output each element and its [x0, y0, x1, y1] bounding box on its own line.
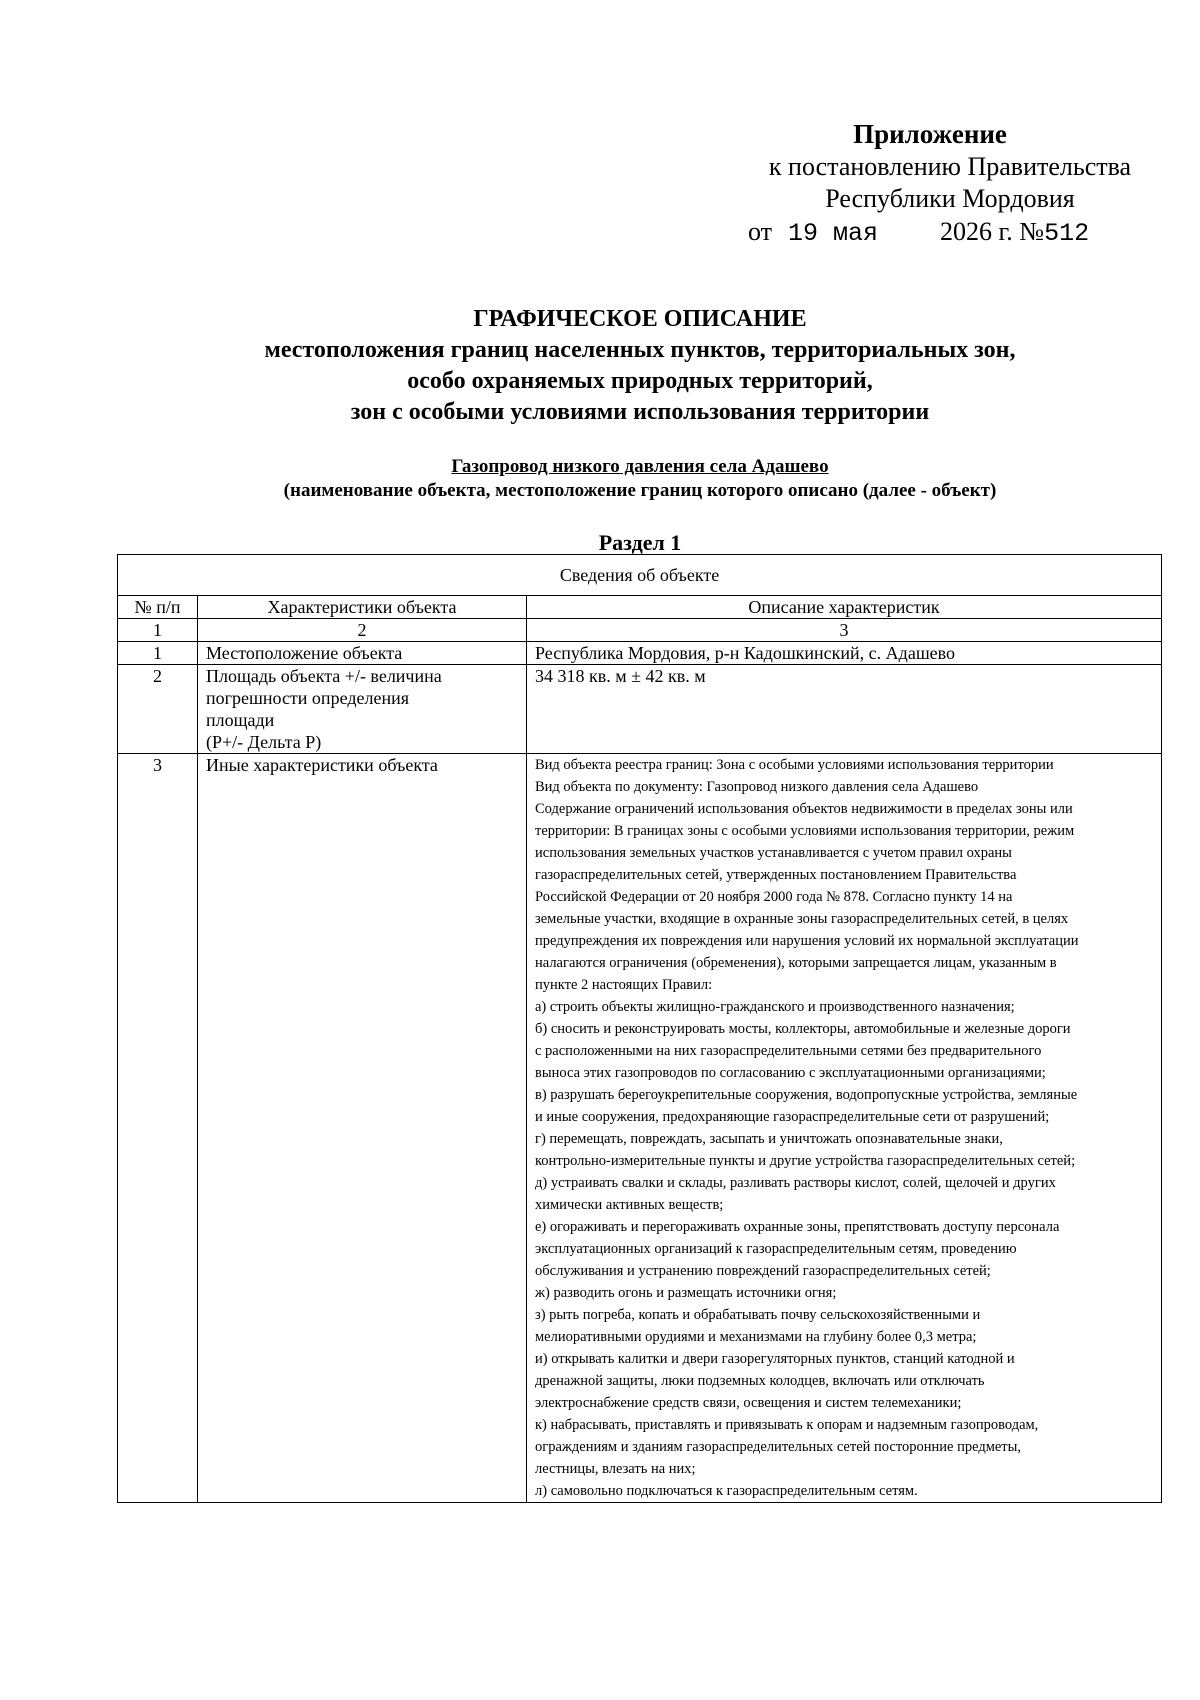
description-line: и иные сооружения, предохраняющие газораспределительные сети от разрушений;: [535, 1109, 1050, 1125]
description-line: л) самовольно подключаться к газораспределительным сетям.: [535, 1483, 918, 1499]
description-line: использования земельных участков устанавливается с учетом правил охраны: [535, 845, 1012, 861]
row-description: [527, 754, 1162, 1503]
table-row: [118, 642, 1162, 665]
appendix-title: Приложение: [853, 119, 1007, 149]
table-caption: Сведения об объекте: [118, 555, 1162, 596]
column-number-2: 2: [198, 619, 527, 642]
table-column-numbers-row: [118, 619, 1162, 642]
description-line: к) набрасывать, приставлять и привязывать к опорам и надземным газопроводам,: [535, 1417, 1039, 1433]
description-line: е) огораживать и перегораживать охранные зоны, препятствовать доступу персонала: [535, 1219, 1060, 1235]
decree-date: 19 мая: [788, 219, 879, 248]
column-header-description: Описание характеристик: [527, 596, 1162, 619]
description-line: Вид объекта реестра границ: Зона с особыми условиями использования территории: [535, 757, 1054, 773]
description-line: с расположенными на них газораспределительными сетями без предварительного: [535, 1043, 1042, 1059]
row-characteristic: [198, 665, 527, 754]
section-title: Раздел 1: [598, 530, 682, 555]
appendix-block: [730, 118, 1170, 215]
object-name: Газопровод низкого давления села Адашево: [451, 456, 829, 477]
row-number: 1: [118, 642, 198, 665]
description-line: ограждениям и зданиям газораспределительных сетей посторонние предметы,: [535, 1439, 1022, 1455]
description-line: Вид объекта по документу: Газопровод низкого давления села Адашево: [535, 779, 979, 795]
column-number-3: 3: [527, 619, 1162, 642]
description-line: выноса этих газопроводов по согласованию с эксплуатационными организациями;: [535, 1065, 1046, 1081]
description-line: газораспределительных сетей, утвержденных постановлением Правительства: [535, 867, 1017, 883]
description-line: мелиоративными орудиями и механизмами на глубину более 0,3 метра;: [535, 1329, 977, 1345]
table-caption-row: [118, 555, 1162, 596]
characteristic-line: (Р+/- Дельта Р): [206, 732, 322, 752]
description-line: в) разрушать берегоукрепительные сооружения, водопропускные устройства, земляные: [535, 1087, 1078, 1103]
description-line: ж) разводить огонь и размещать источники огня;: [535, 1285, 837, 1301]
decree-number: 512: [1044, 219, 1090, 248]
row-number: 3: [118, 754, 198, 1503]
row-description: Республика Мордовия, р-н Кадошкинский, с. Адашево: [527, 642, 1162, 665]
object-caption: (наименование объекта, местоположение границ которого описано (далее - объект): [283, 480, 997, 501]
description-line: земельные участки, входящие в охранные зоны газораспределительных сетей, в целях: [535, 911, 1069, 927]
appendix-line-2: Республики Мордовия: [825, 184, 1075, 213]
column-header-num: № п/п: [118, 596, 198, 619]
characteristic-line: погрешности определения: [206, 688, 409, 708]
description-line: контрольно-измерительные пункты и другие устройства газораспределительных сетей;: [535, 1153, 1076, 1169]
heading-line-3: особо охраняемых природных территорий,: [407, 368, 873, 394]
description-line: и) открывать калитки и двери газорегуляторных пунктов, станций катодной и: [535, 1351, 1015, 1367]
decree-year: 2026 г. №: [940, 217, 1045, 246]
description-line: обслуживания и устранению повреждений газораспределительных сетей;: [535, 1263, 991, 1279]
characteristic-line: Площадь объекта +/- величина: [206, 666, 442, 686]
document-heading: [120, 304, 1160, 428]
row-number: 2: [118, 665, 198, 754]
characteristic-line: площади: [206, 710, 275, 730]
description-line: г) перемещать, повреждать, засыпать и уничтожать опознавательные знаки,: [535, 1131, 1003, 1147]
description-line: налагаются ограничения (обременения), которыми запрещается лицам, указанным в: [535, 955, 1057, 971]
description-line: а) строить объекты жилищно-гражданского и производственного назначения;: [535, 999, 1015, 1015]
table-row: [118, 754, 1162, 1503]
description-line: эксплуатационных организаций к газораспределительным сетям, проведению: [535, 1241, 1017, 1257]
description-line: Российской Федерации от 20 ноября 2000 года № 878. Согласно пункту 14 на: [535, 889, 1013, 905]
appendix-line-1: к постановлению Правительства: [768, 152, 1132, 181]
decree-prefix: от: [748, 217, 773, 246]
table-header-row: [118, 596, 1162, 619]
description-line: электроснабжение средств связи, освещения и систем телемеханики;: [535, 1395, 962, 1411]
table-row: [118, 665, 1162, 754]
description-line: химически активных веществ;: [535, 1197, 724, 1213]
column-number-1: 1: [118, 619, 198, 642]
description-line: пункте 2 настоящих Правил:: [535, 977, 713, 993]
decree-line: [748, 216, 1089, 250]
row-characteristic: Местоположение объекта: [198, 642, 527, 665]
description-line: лестницы, влезать на них;: [535, 1461, 696, 1477]
object-info-table: [117, 554, 1162, 1503]
description-line: Содержание ограничений использования объектов недвижимости в пределах зоны или: [535, 801, 1073, 817]
heading-line-2: местоположения границ населенных пунктов, территориальных зон,: [264, 337, 1016, 363]
row-characteristic: Иные характеристики объекта: [198, 754, 527, 1503]
description-line: д) устраивать свалки и склады, разливать растворы кислот, солей, щелочей и других: [535, 1175, 1056, 1191]
heading-line-1: ГРАФИЧЕСКОЕ ОПИСАНИЕ: [473, 306, 807, 332]
description-line: б) сносить и реконструировать мосты, коллекторы, автомобильные и железные дороги: [535, 1021, 1071, 1037]
row-description: 34 318 кв. м ± 42 кв. м: [527, 665, 1162, 754]
description-line: территории: В границах зоны с особыми условиями использования территории, режим: [535, 823, 1075, 839]
column-header-characteristic: Характеристики объекта: [198, 596, 527, 619]
heading-line-4: зон с особыми условиями использования территории: [350, 399, 930, 425]
description-line: з) рыть погреба, копать и обрабатывать почву сельскохозяйственными и: [535, 1307, 981, 1323]
description-line: дренажной защиты, люки подземных колодцев, включать или отключать: [535, 1373, 985, 1389]
description-line: предупреждения их повреждения или нарушения условий их нормальной эксплуатации: [535, 933, 1079, 949]
